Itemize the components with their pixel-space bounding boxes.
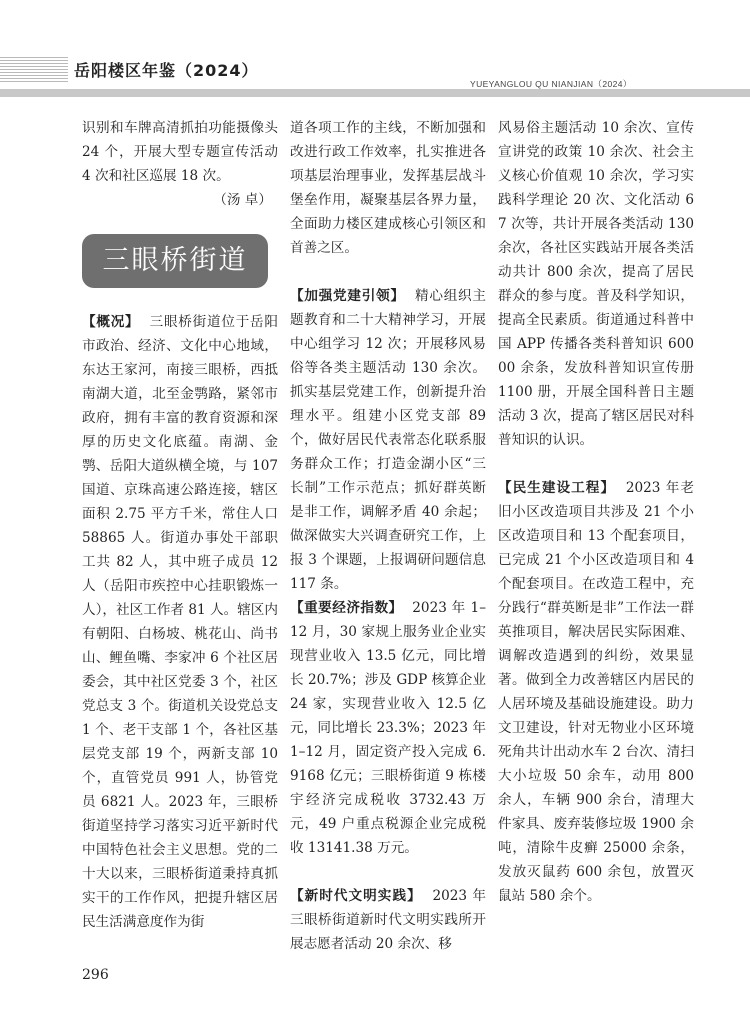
text-column-2 — [290, 116, 486, 956]
paragraph-gap — [290, 860, 486, 884]
paragraph-livelihood-text: 2023 年老旧小区改造项目共涉及 21 个小区改造项目和 13 个配套项目，已完成 21 个小区改造项目和 4 个配套项目。在改造工程中，充分践行“群英断是非”工作法一群英推项目，解决居民实际困难、调解改造遇到的纠纷，效果显著。做到全力改善辖区内居民的人居环境及基础设施建设。助力文卫建设，针对无物业小区环境死角共计出动水车 2 台次、清扫大小垃圾 50 余车，动用 800 余人，车辆 900 余台，清理大件家具、废弃装修垃圾 1900 余吨，清除牛皮癣 25000 余条，发放灭鼠药 600 余包，放置灭鼠站 580 余个。 — [498, 480, 694, 904]
paragraph-gap — [498, 452, 694, 476]
paragraph-continued: 识别和车牌高清抓拍功能摄像头 24 个，开展大型专题宣传活动 4 次和社区巡展 18 次。 — [82, 120, 278, 184]
paragraph-tag-overview: 【概况】 — [82, 314, 140, 330]
paragraph-party-building — [290, 284, 486, 596]
page-number: 296 — [82, 967, 109, 983]
paragraph-civilization-practice — [290, 884, 486, 956]
paragraph-livelihood — [498, 476, 694, 908]
header-stripes-decoration — [0, 57, 68, 83]
paragraph-party-building-text: 精心组织主题教育和二十大精神学习，开展中心组学习 12 次；开展移风易俗等各类主题活动 130 余次。抓实基层党建工作，创新提升治理水平。组建小区党支部 89 个，做好居民代表常态化联系服务群众工作；打造金湖小区“三长制”工作示范点；抓好群英断是非工作，调解矛盾 40 余起；做深做实大兴调查研究工作，上报 3 个课题，上报调研问题信息 117 条。 — [290, 288, 487, 592]
author-credit: （汤 卓） — [213, 192, 272, 208]
text-column-3 — [498, 116, 694, 908]
section-title: 三眼桥街道 — [102, 245, 248, 276]
paragraph-civilization-practice-text: 2023 年三眼桥街道新时代文明实践所开展志愿者活动 20 余次、移 — [290, 888, 487, 952]
paragraph-overview — [82, 310, 278, 934]
paragraph-tag-party-building: 【加强党建引领】 — [290, 288, 405, 304]
header-rule-bar — [0, 89, 750, 97]
paragraph-overview-text: 三眼桥街道位于岳阳市政治、经济、文化中心地域，东达王家河，南接三眼桥，西抵南湖大道，北至金鹗路，紧邻市政府，拥有丰富的教育资源和深厚的历史文化底蕴。南湖、金鹗、岳阳大道纵横全境，与 107 国道、京珠高速公路连接，辖区面积 2.75 平方千米，常住人口 58865 人。街道办事处干部职工共 82 人，其中班子成员 12 人（岳阳市疾控中心挂职锻炼一人），社区工作者 81 人。辖区内有朝阳、白杨坡、桃花山、尚书山、鲤鱼嘴、李家冲 6 个社区居委会，其中社区党委 3 个，社区党总支 3 个。街道机关设党总支 1 个、老干支部 1 个，各社区基层党支部 19 个，两新支部 10 个，直管党员 991 人，协管党员 6821 人。2023 年，三眼桥街道坚持学习落实习近平新时代中国特色社会主义思想。党的二十大以来，三眼桥街道秉持真抓实干的工作作风，把提升辖区居民生活满意度作为街 — [82, 314, 279, 930]
paragraph-tag-livelihood: 【民生建设工程】 — [498, 480, 616, 496]
section-title-box — [82, 234, 268, 288]
paragraph-gap — [290, 260, 486, 284]
paragraph-economic-index-text: 2023 年 1–12 月，30 家规上服务业企业实现营业收入 13.5 亿元，同比增长 20.7%；涉及 GDP 核算企业 24 家，实现营业收入 12.5 亿元，同比增长 23.3%；2023 年 1–12 月，固定资产投入完成 6.9168 亿元；三眼桥街道 9 栋楼宇经济完成税收 3732.43 万元，49 户重点税源企业完成税收 13141.38 万元。 — [290, 600, 486, 856]
paragraph-continued: 风易俗主题活动 10 余次、宣传宣讲党的政策 10 余次、社会主义核心价值观 10 余次，学习实践科学理论 20 次、文化活动 67 次等，共计开展各类活动 130 余次，各社区实践站开展各类活动共计 800 余次，提高了居民群众的参与度。普及科学知识，提高全民素质。街道通过科普中国 APP 传播各类科普知识 60000 余条，发放科普知识宣传册 1100 册，开展全国科普日主题活动 3 次，提高了辖区居民对科普知识的认识。 — [498, 120, 694, 448]
paragraph-continued: 道各项工作的主线，不断加强和改进行政工作效率，扎实推进各项基层治理事业，发挥基层战斗堡垒作用，凝聚基层各界力量，全面助力楼区建成核心引领区和首善之区。 — [290, 120, 486, 256]
paragraph-economic-index — [290, 596, 486, 860]
paragraph-tag-economic-index: 【重要经济指数】 — [290, 600, 403, 616]
text-column-1 — [82, 116, 278, 934]
running-header-title: 岳阳楼区年鉴（2024） — [74, 61, 259, 80]
paragraph-tag-civilization-practice: 【新时代文明实践】 — [290, 888, 422, 904]
running-header-subtitle: YUEYANGLOU QU NIANJIAN（2024） — [470, 79, 632, 89]
